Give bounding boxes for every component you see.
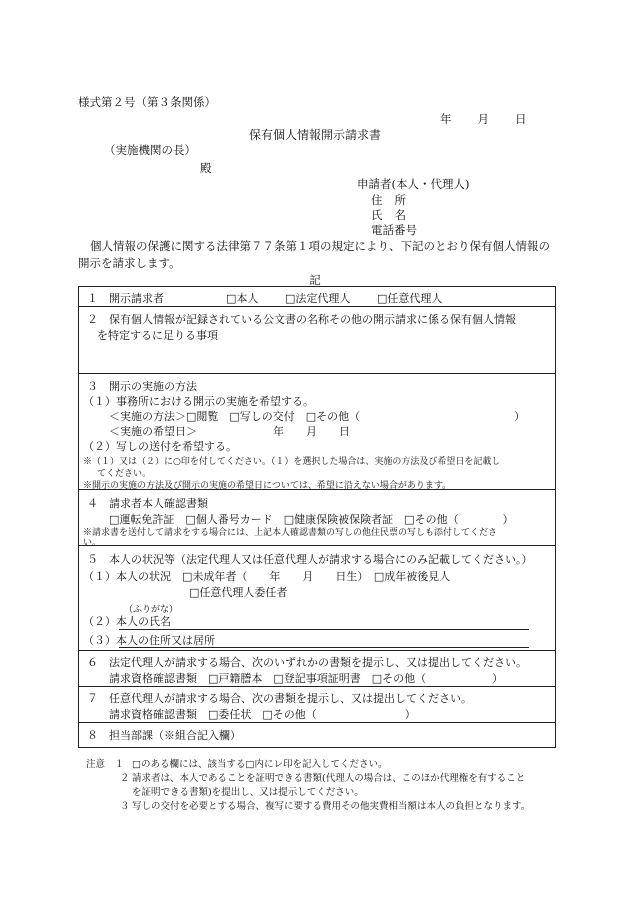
s3-note1: ※（１）又は（２）に○印を付してください。（１）を選択した場合は、実施の方法及び希望日を記載し [83, 457, 501, 467]
s3-option-office[interactable]: （１）事務所における開示の実施を希望する。 [83, 395, 314, 408]
s4-id-documents[interactable]: □運転免許証 □個人番号カード □健康保険被保険者証 □その他（ ） [109, 513, 514, 526]
checkbox-legal-agent[interactable]: □法定代理人 [285, 292, 351, 305]
notes-head: 注意 １ [86, 759, 125, 770]
section-7 [79, 687, 555, 723]
section-4 [79, 490, 555, 546]
address-label: 住所 [371, 193, 418, 207]
section-5 [79, 546, 555, 651]
s5-address-field[interactable] [119, 647, 529, 648]
note-2a: 請求者は、本人であることを証明できる書類(代理人の場合は、このほか代理権を有すること [132, 773, 526, 784]
note-2-number: ２ [120, 773, 130, 784]
note-1: □のある欄には、該当する□内にレ印を記入してください。 [132, 759, 388, 770]
s3-desired-date[interactable]: 年 月 日 [273, 425, 350, 438]
s4-note2: い。 [83, 538, 102, 548]
checkbox-self[interactable]: □本人 [226, 292, 259, 305]
s5-voluntary-delegator[interactable]: □任意代理人委任者 [189, 586, 288, 599]
s2-line2: を特定するに足りる事項 [97, 329, 218, 342]
section-3 [79, 374, 555, 490]
s5-title: ５ 本人の状況等（法定代理人又は任意代理人が請求する場合にのみ記載してください。） [87, 553, 533, 566]
s5-name-field[interactable] [119, 629, 529, 630]
section-8[interactable] [79, 723, 555, 749]
checkbox-voluntary-agent[interactable]: □任意代理人 [377, 292, 443, 305]
s3-option-mail[interactable]: （２）写しの送付を希望する。 [83, 440, 237, 453]
note-2b: を証明できる書類)を提出し、又は提示してください。 [132, 787, 364, 798]
document-title: 保有個人情報開示請求書 [248, 128, 381, 142]
s3-note3: ※開示の実施の方法及び開示の実施の希望日については、希望に沿えない場合があります。 [83, 481, 452, 491]
section-2[interactable] [79, 307, 555, 374]
note-3-number: ３ [120, 801, 130, 812]
section-6 [79, 651, 555, 687]
s5-furigana: （ふりがな） [124, 605, 179, 615]
s2-line1: ２ 保有個人情報が記録されている公文書の名称その他の開示請求に係る保有個人情報 [87, 313, 516, 326]
date-line [440, 111, 527, 127]
ki-heading: 記 [309, 273, 321, 287]
request-form-table [78, 286, 556, 748]
s7-title: ７ 任意代理人が請求する場合、次の書類を提示し、又は提出してください。 [87, 692, 472, 705]
intro-text: 個人情報の保護に関する法律第７７条第１項の規定により、下記のとおり保有個人情報の開示を請求します。 [78, 239, 550, 270]
s3-note2: てください。 [97, 469, 152, 479]
s1-label: １ 開示請求者 [87, 292, 164, 305]
s6-title: ６ 法定代理人が請求する場合、次のいずれかの書類を提示し、又は提出してください。 [87, 656, 527, 669]
date-month: 月 [477, 112, 489, 126]
organization-head: （実施機関の長） [104, 143, 196, 157]
date-day: 日 [515, 112, 527, 126]
name-label: 氏名 [371, 208, 418, 222]
s5-status[interactable]: （１）本人の状況 □未成年者（ 年 月 日生） □成年被後見人 [83, 570, 451, 583]
s4-title: ４ 請求者本人確認書類 [87, 497, 208, 510]
phone-label: 電話番号 [371, 223, 417, 237]
s5-address-label: （３）本人の住所又は居所 [83, 634, 215, 647]
s4-note1: ※請求書を送付して請求をする場合には、上記本人確認書類の写しの他住民票の写しも添付してくださ [83, 528, 498, 538]
s6-documents[interactable]: 請求資格確認書類 □戸籍謄本 □登記事項証明書 □その他（ ） [109, 672, 504, 685]
applicant-label: 申請者(本人・代理人) [357, 177, 470, 191]
date-year: 年 [440, 112, 452, 126]
s3-title: ３ 開示の実施の方法 [87, 380, 197, 393]
note-3: 写しの交付を必要とする場合、複写に要する費用その他実費相当額は本人の負担となります。 [132, 801, 531, 812]
honorific: 殿 [200, 161, 212, 175]
s5-name-label: （２）本人の氏名 [83, 615, 171, 628]
s7-documents[interactable]: 請求資格確認書類 □委任状 □その他（ ） [109, 708, 416, 721]
s8-title: ８ 担当部課（※組合記入欄） [87, 729, 241, 742]
s3-desired-date-label: ＜実施の希望日＞ [109, 425, 197, 438]
section-1 [79, 287, 555, 307]
form-number: 様式第２号（第３条関係） [78, 95, 216, 109]
s3-method[interactable]: ＜実施の方法＞□閲覧 □写しの交付 □その他（ ） [109, 410, 526, 423]
